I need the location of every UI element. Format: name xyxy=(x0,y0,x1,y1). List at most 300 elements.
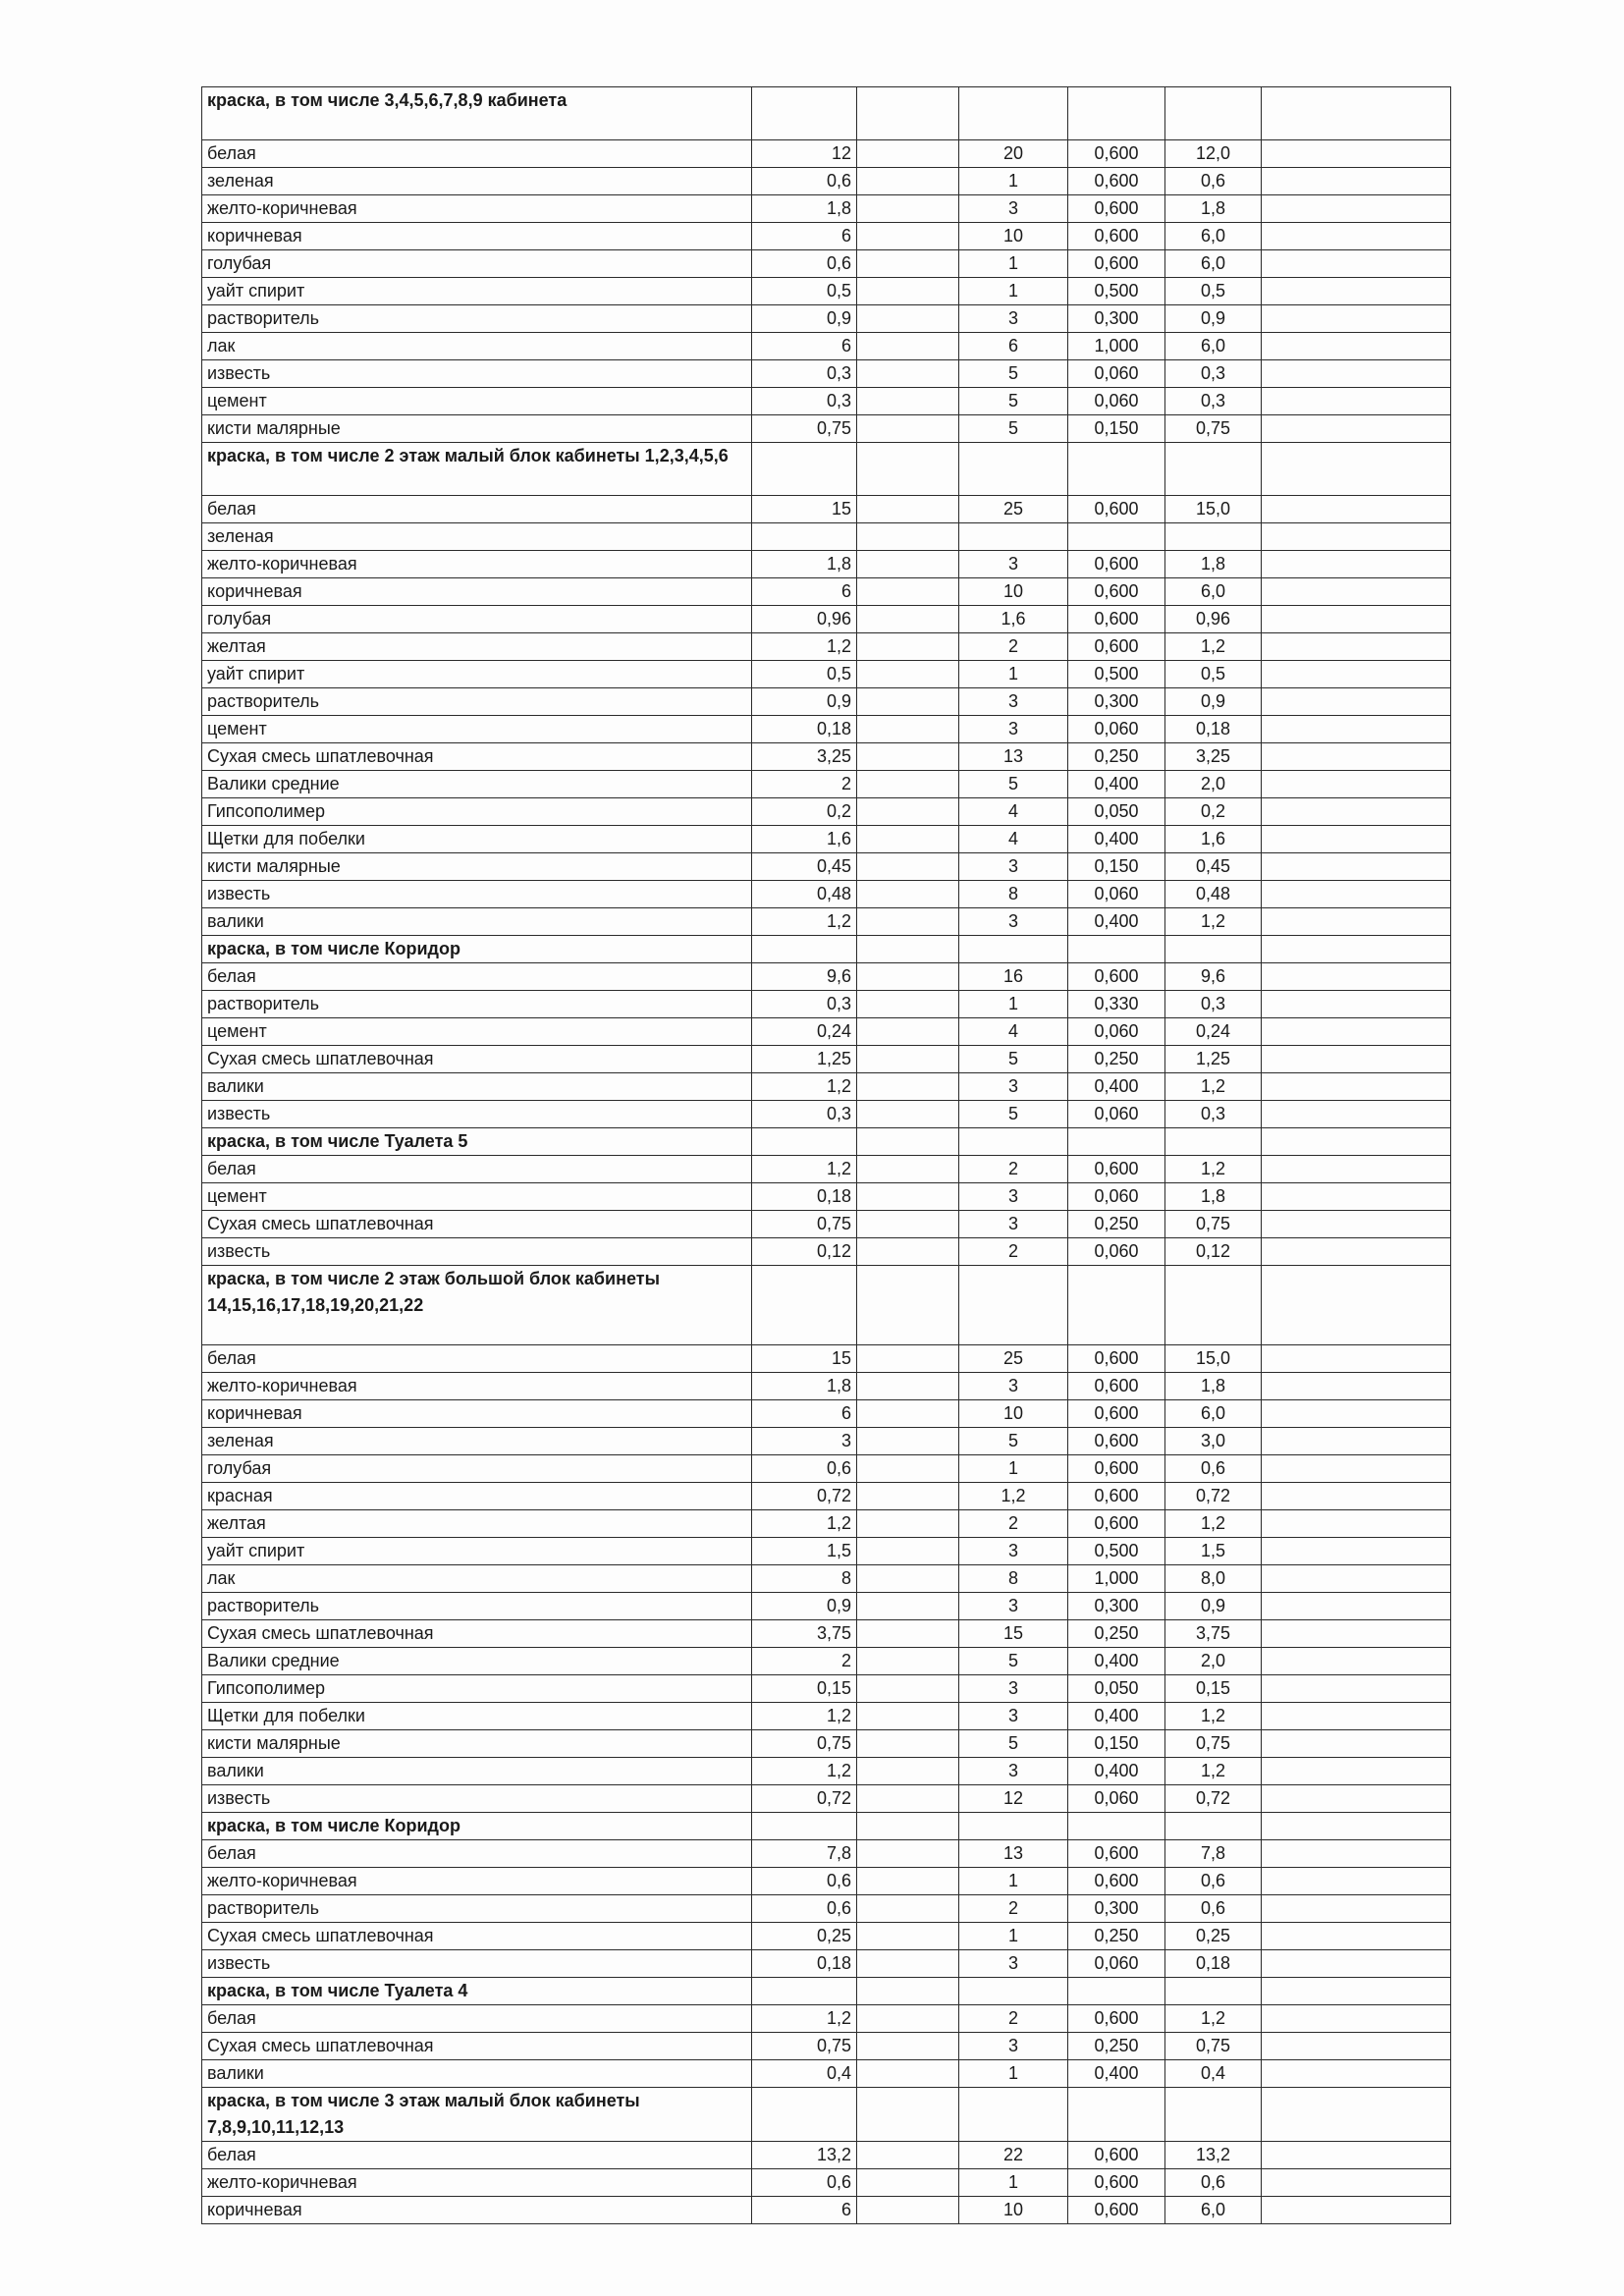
quantity-cell: 0,75 xyxy=(752,2033,857,2060)
quantity-cell: 1,2 xyxy=(752,1758,857,1785)
empty-cell xyxy=(857,1813,959,1840)
unit-value-cell: 0,400 xyxy=(1068,1703,1165,1730)
empty-cell xyxy=(1262,140,1451,168)
unit-value-cell: 0,600 xyxy=(1068,963,1165,991)
unit-value-cell xyxy=(1068,2088,1165,2142)
unit-value-cell: 0,050 xyxy=(1068,798,1165,826)
unit-value-cell: 0,600 xyxy=(1068,2142,1165,2169)
empty-cell xyxy=(1262,250,1451,278)
empty-cell xyxy=(1262,1156,1451,1183)
unit-value-cell: 0,600 xyxy=(1068,223,1165,250)
unit-value-cell xyxy=(1068,1266,1165,1345)
count-cell: 1 xyxy=(959,991,1068,1018)
table-row xyxy=(202,523,1451,551)
unit-value-cell: 0,600 xyxy=(1068,1840,1165,1868)
quantity-cell: 12 xyxy=(752,140,857,168)
table-row xyxy=(202,223,1451,250)
empty-cell xyxy=(1262,1400,1451,1428)
quantity-cell xyxy=(752,87,857,140)
quantity-cell: 0,96 xyxy=(752,606,857,633)
item-name-cell: известь xyxy=(202,1785,752,1813)
total-cell: 0,6 xyxy=(1165,1895,1262,1923)
table-row xyxy=(202,908,1451,936)
quantity-cell: 0,4 xyxy=(752,2060,857,2088)
quantity-cell: 1,2 xyxy=(752,1703,857,1730)
empty-cell xyxy=(857,1730,959,1758)
empty-cell xyxy=(1262,881,1451,908)
item-name-cell: уайт спирит xyxy=(202,1538,752,1565)
unit-value-cell: 0,600 xyxy=(1068,1455,1165,1483)
unit-value-cell: 0,600 xyxy=(1068,1373,1165,1400)
table-row xyxy=(202,1183,1451,1211)
unit-value-cell: 0,150 xyxy=(1068,853,1165,881)
empty-cell xyxy=(1262,1483,1451,1510)
total-cell: 1,2 xyxy=(1165,1510,1262,1538)
quantity-cell: 0,25 xyxy=(752,1923,857,1950)
section-header-row xyxy=(202,2088,1451,2142)
quantity-cell: 1,25 xyxy=(752,1046,857,1073)
table-row xyxy=(202,333,1451,360)
quantity-cell xyxy=(752,1813,857,1840)
item-name-cell: красная xyxy=(202,1483,752,1510)
empty-cell xyxy=(1262,1785,1451,1813)
total-cell: 0,48 xyxy=(1165,881,1262,908)
empty-cell xyxy=(1262,2088,1451,2142)
empty-cell xyxy=(857,250,959,278)
count-cell: 3 xyxy=(959,688,1068,716)
table-row xyxy=(202,250,1451,278)
empty-cell xyxy=(1262,443,1451,496)
empty-cell xyxy=(1262,1923,1451,1950)
item-name-cell: известь xyxy=(202,1950,752,1978)
unit-value-cell: 0,300 xyxy=(1068,1593,1165,1620)
quantity-cell: 0,72 xyxy=(752,1483,857,1510)
unit-value-cell: 1,000 xyxy=(1068,333,1165,360)
empty-cell xyxy=(857,908,959,936)
total-cell: 2,0 xyxy=(1165,771,1262,798)
unit-value-cell: 0,600 xyxy=(1068,1483,1165,1510)
empty-cell xyxy=(857,1483,959,1510)
quantity-cell: 6 xyxy=(752,578,857,606)
unit-value-cell: 0,500 xyxy=(1068,661,1165,688)
item-name-cell: известь xyxy=(202,1101,752,1128)
unit-value-cell: 1,000 xyxy=(1068,1565,1165,1593)
total-cell: 15,0 xyxy=(1165,496,1262,523)
table-row xyxy=(202,496,1451,523)
item-name-cell: Гипсополимер xyxy=(202,798,752,826)
unit-value-cell xyxy=(1068,87,1165,140)
count-cell: 3 xyxy=(959,1703,1068,1730)
total-cell: 0,75 xyxy=(1165,1211,1262,1238)
total-cell: 0,3 xyxy=(1165,1101,1262,1128)
table-row xyxy=(202,688,1451,716)
total-cell: 12,0 xyxy=(1165,140,1262,168)
empty-cell xyxy=(1262,1675,1451,1703)
unit-value-cell: 0,600 xyxy=(1068,1156,1165,1183)
empty-cell xyxy=(1262,1455,1451,1483)
table-row xyxy=(202,963,1451,991)
item-name-cell: краска, в том числе Коридор xyxy=(202,1813,752,1840)
quantity-cell: 1,2 xyxy=(752,1073,857,1101)
empty-cell xyxy=(857,496,959,523)
total-cell: 6,0 xyxy=(1165,250,1262,278)
item-name-cell: желто-коричневая xyxy=(202,1868,752,1895)
item-name-cell: растворитель xyxy=(202,305,752,333)
empty-cell xyxy=(1262,2142,1451,2169)
item-name-cell: коричневая xyxy=(202,578,752,606)
section-header-row xyxy=(202,1813,1451,1840)
item-name-cell: валики xyxy=(202,1073,752,1101)
empty-cell xyxy=(1262,578,1451,606)
table-row xyxy=(202,1593,1451,1620)
total-cell: 0,9 xyxy=(1165,305,1262,333)
item-name-cell: Гипсополимер xyxy=(202,1675,752,1703)
table-row xyxy=(202,1923,1451,1950)
section-header-row xyxy=(202,1978,1451,2005)
count-cell: 1 xyxy=(959,1868,1068,1895)
item-name-cell: зеленая xyxy=(202,523,752,551)
item-name-cell: Валики средние xyxy=(202,1648,752,1675)
materials-table-body xyxy=(202,87,1451,2224)
count-cell: 1 xyxy=(959,250,1068,278)
unit-value-cell: 0,400 xyxy=(1068,1073,1165,1101)
total-cell xyxy=(1165,2088,1262,2142)
count-cell: 5 xyxy=(959,388,1068,415)
quantity-cell: 0,18 xyxy=(752,1183,857,1211)
quantity-cell: 0,3 xyxy=(752,388,857,415)
count-cell: 12 xyxy=(959,1785,1068,1813)
empty-cell xyxy=(857,2142,959,2169)
total-cell: 0,5 xyxy=(1165,278,1262,305)
item-name-cell: белая xyxy=(202,1345,752,1373)
total-cell: 0,72 xyxy=(1165,1483,1262,1510)
total-cell: 0,75 xyxy=(1165,415,1262,443)
quantity-cell: 3 xyxy=(752,1428,857,1455)
empty-cell xyxy=(1262,1211,1451,1238)
empty-cell xyxy=(1262,1373,1451,1400)
total-cell: 0,4 xyxy=(1165,2060,1262,2088)
count-cell xyxy=(959,1128,1068,1156)
section-header-row xyxy=(202,443,1451,496)
count-cell: 1,2 xyxy=(959,1483,1068,1510)
total-cell: 1,6 xyxy=(1165,826,1262,853)
count-cell xyxy=(959,2088,1068,2142)
total-cell: 3,75 xyxy=(1165,1620,1262,1648)
empty-cell xyxy=(857,1156,959,1183)
total-cell: 0,3 xyxy=(1165,360,1262,388)
unit-value-cell: 0,400 xyxy=(1068,826,1165,853)
item-name-cell: коричневая xyxy=(202,2197,752,2224)
quantity-cell: 0,6 xyxy=(752,168,857,195)
quantity-cell: 0,9 xyxy=(752,305,857,333)
total-cell: 0,15 xyxy=(1165,1675,1262,1703)
unit-value-cell xyxy=(1068,936,1165,963)
empty-cell xyxy=(857,2169,959,2197)
table-row xyxy=(202,578,1451,606)
unit-value-cell: 0,600 xyxy=(1068,2197,1165,2224)
table-row xyxy=(202,1703,1451,1730)
unit-value-cell xyxy=(1068,1128,1165,1156)
quantity-cell: 1,2 xyxy=(752,1156,857,1183)
empty-cell xyxy=(1262,1565,1451,1593)
unit-value-cell: 0,400 xyxy=(1068,908,1165,936)
total-cell: 3,0 xyxy=(1165,1428,1262,1455)
unit-value-cell: 0,300 xyxy=(1068,305,1165,333)
item-name-cell: белая xyxy=(202,2005,752,2033)
count-cell: 3 xyxy=(959,551,1068,578)
count-cell: 3 xyxy=(959,305,1068,333)
empty-cell xyxy=(857,305,959,333)
count-cell xyxy=(959,1266,1068,1345)
empty-cell xyxy=(1262,798,1451,826)
unit-value-cell: 0,600 xyxy=(1068,2005,1165,2033)
item-name-cell: краска, в том числе 3 этаж малый блок кабинеты 7,8,9,10,11,12,13 xyxy=(202,2088,752,2142)
empty-cell xyxy=(857,1538,959,1565)
total-cell: 0,3 xyxy=(1165,991,1262,1018)
unit-value-cell: 0,050 xyxy=(1068,1675,1165,1703)
table-row xyxy=(202,1538,1451,1565)
table-row xyxy=(202,1455,1451,1483)
total-cell: 1,2 xyxy=(1165,633,1262,661)
item-name-cell: Щетки для побелки xyxy=(202,826,752,853)
empty-cell xyxy=(857,1703,959,1730)
empty-cell xyxy=(1262,688,1451,716)
empty-cell xyxy=(1262,223,1451,250)
empty-cell xyxy=(1262,908,1451,936)
quantity-cell: 1,2 xyxy=(752,1510,857,1538)
empty-cell xyxy=(1262,305,1451,333)
table-row xyxy=(202,195,1451,223)
item-name-cell: краска, в том числе Туалета 5 xyxy=(202,1128,752,1156)
unit-value-cell: 0,600 xyxy=(1068,1428,1165,1455)
item-name-cell: желто-коричневая xyxy=(202,2169,752,2197)
empty-cell xyxy=(1262,1428,1451,1455)
count-cell: 5 xyxy=(959,771,1068,798)
unit-value-cell: 0,400 xyxy=(1068,1758,1165,1785)
item-name-cell: голубая xyxy=(202,1455,752,1483)
empty-cell xyxy=(857,1758,959,1785)
table-row xyxy=(202,716,1451,743)
item-name-cell: растворитель xyxy=(202,1895,752,1923)
quantity-cell: 0,3 xyxy=(752,1101,857,1128)
count-cell xyxy=(959,443,1068,496)
count-cell: 22 xyxy=(959,2142,1068,2169)
total-cell: 1,5 xyxy=(1165,1538,1262,1565)
count-cell: 2 xyxy=(959,1156,1068,1183)
total-cell: 1,2 xyxy=(1165,1156,1262,1183)
quantity-cell: 1,8 xyxy=(752,551,857,578)
empty-cell xyxy=(857,1565,959,1593)
section-header-row xyxy=(202,1128,1451,1156)
count-cell: 25 xyxy=(959,496,1068,523)
empty-cell xyxy=(857,881,959,908)
empty-cell xyxy=(857,523,959,551)
quantity-cell: 0,5 xyxy=(752,661,857,688)
quantity-cell: 15 xyxy=(752,496,857,523)
quantity-cell: 0,2 xyxy=(752,798,857,826)
unit-value-cell: 0,400 xyxy=(1068,2060,1165,2088)
item-name-cell: белая xyxy=(202,140,752,168)
empty-cell xyxy=(1262,633,1451,661)
count-cell: 13 xyxy=(959,1840,1068,1868)
total-cell: 0,25 xyxy=(1165,1923,1262,1950)
count-cell: 1 xyxy=(959,2169,1068,2197)
quantity-cell: 1,2 xyxy=(752,908,857,936)
unit-value-cell: 0,400 xyxy=(1068,771,1165,798)
item-name-cell: уайт спирит xyxy=(202,661,752,688)
count-cell: 1 xyxy=(959,1455,1068,1483)
count-cell: 10 xyxy=(959,223,1068,250)
empty-cell xyxy=(1262,195,1451,223)
table-row xyxy=(202,2033,1451,2060)
table-row xyxy=(202,168,1451,195)
item-name-cell: белая xyxy=(202,1840,752,1868)
empty-cell xyxy=(1262,743,1451,771)
item-name-cell: Сухая смесь шпатлевочная xyxy=(202,1923,752,1950)
quantity-cell: 0,5 xyxy=(752,278,857,305)
total-cell xyxy=(1165,1978,1262,2005)
total-cell: 0,75 xyxy=(1165,1730,1262,1758)
empty-cell xyxy=(1262,1978,1451,2005)
unit-value-cell: 0,300 xyxy=(1068,688,1165,716)
unit-value-cell: 0,060 xyxy=(1068,1950,1165,1978)
item-name-cell: желтая xyxy=(202,1510,752,1538)
quantity-cell: 0,75 xyxy=(752,1211,857,1238)
count-cell xyxy=(959,87,1068,140)
total-cell: 8,0 xyxy=(1165,1565,1262,1593)
total-cell: 9,6 xyxy=(1165,963,1262,991)
unit-value-cell: 0,300 xyxy=(1068,1895,1165,1923)
empty-cell xyxy=(1262,606,1451,633)
unit-value-cell: 0,600 xyxy=(1068,2169,1165,2197)
empty-cell xyxy=(1262,1950,1451,1978)
item-name-cell: кисти малярные xyxy=(202,1730,752,1758)
table-row xyxy=(202,2169,1451,2197)
empty-cell xyxy=(1262,1868,1451,1895)
empty-cell xyxy=(857,771,959,798)
empty-cell xyxy=(1262,1510,1451,1538)
unit-value-cell: 0,600 xyxy=(1068,1345,1165,1373)
count-cell: 5 xyxy=(959,415,1068,443)
table-row xyxy=(202,881,1451,908)
count-cell: 6 xyxy=(959,333,1068,360)
count-cell: 3 xyxy=(959,716,1068,743)
empty-cell xyxy=(857,1128,959,1156)
empty-cell xyxy=(857,963,959,991)
item-name-cell: кисти малярные xyxy=(202,853,752,881)
item-name-cell: валики xyxy=(202,908,752,936)
empty-cell xyxy=(857,140,959,168)
empty-cell xyxy=(1262,333,1451,360)
unit-value-cell: 0,060 xyxy=(1068,716,1165,743)
count-cell: 1 xyxy=(959,2060,1068,2088)
empty-cell xyxy=(1262,716,1451,743)
empty-cell xyxy=(857,2060,959,2088)
table-row xyxy=(202,1565,1451,1593)
count-cell: 2 xyxy=(959,2005,1068,2033)
empty-cell xyxy=(857,1345,959,1373)
quantity-cell: 0,3 xyxy=(752,991,857,1018)
total-cell: 1,2 xyxy=(1165,2005,1262,2033)
empty-cell xyxy=(1262,87,1451,140)
count-cell: 3 xyxy=(959,195,1068,223)
item-name-cell: Щетки для побелки xyxy=(202,1703,752,1730)
quantity-cell: 9,6 xyxy=(752,963,857,991)
item-name-cell: уайт спирит xyxy=(202,278,752,305)
quantity-cell: 0,75 xyxy=(752,415,857,443)
item-name-cell: валики xyxy=(202,2060,752,2088)
quantity-cell xyxy=(752,443,857,496)
empty-cell xyxy=(1262,278,1451,305)
quantity-cell: 0,48 xyxy=(752,881,857,908)
quantity-cell: 0,15 xyxy=(752,1675,857,1703)
empty-cell xyxy=(1262,1593,1451,1620)
table-row xyxy=(202,633,1451,661)
empty-cell xyxy=(857,1018,959,1046)
empty-cell xyxy=(857,1373,959,1400)
empty-cell xyxy=(857,1895,959,1923)
unit-value-cell: 0,500 xyxy=(1068,278,1165,305)
total-cell: 0,45 xyxy=(1165,853,1262,881)
count-cell: 13 xyxy=(959,743,1068,771)
quantity-cell: 1,8 xyxy=(752,195,857,223)
count-cell: 5 xyxy=(959,1046,1068,1073)
count-cell: 1 xyxy=(959,661,1068,688)
quantity-cell: 0,6 xyxy=(752,1455,857,1483)
unit-value-cell: 0,330 xyxy=(1068,991,1165,1018)
empty-cell xyxy=(1262,661,1451,688)
quantity-cell xyxy=(752,936,857,963)
quantity-cell: 0,72 xyxy=(752,1785,857,1813)
table-row xyxy=(202,1510,1451,1538)
total-cell: 0,6 xyxy=(1165,1455,1262,1483)
quantity-cell: 0,6 xyxy=(752,250,857,278)
table-row xyxy=(202,1428,1451,1455)
empty-cell xyxy=(1262,496,1451,523)
unit-value-cell: 0,600 xyxy=(1068,606,1165,633)
count-cell: 3 xyxy=(959,908,1068,936)
empty-cell xyxy=(857,2005,959,2033)
empty-cell xyxy=(1262,1018,1451,1046)
count-cell xyxy=(959,1978,1068,2005)
item-name-cell: краска, в том числе 2 этаж большой блок кабинеты 14,15,16,17,18,19,20,21,22 xyxy=(202,1266,752,1345)
total-cell: 0,6 xyxy=(1165,168,1262,195)
table-row xyxy=(202,1675,1451,1703)
empty-cell xyxy=(1262,1073,1451,1101)
empty-cell xyxy=(857,87,959,140)
count-cell: 3 xyxy=(959,1538,1068,1565)
count-cell: 15 xyxy=(959,1620,1068,1648)
item-name-cell: желто-коричневая xyxy=(202,1373,752,1400)
empty-cell xyxy=(1262,415,1451,443)
table-row xyxy=(202,991,1451,1018)
empty-cell xyxy=(1262,1758,1451,1785)
item-name-cell: кисти малярные xyxy=(202,415,752,443)
total-cell: 0,12 xyxy=(1165,1238,1262,1266)
unit-value-cell: 0,060 xyxy=(1068,388,1165,415)
empty-cell xyxy=(857,991,959,1018)
table-row xyxy=(202,1758,1451,1785)
empty-cell xyxy=(857,1073,959,1101)
empty-cell xyxy=(857,1428,959,1455)
unit-value-cell: 0,250 xyxy=(1068,2033,1165,2060)
unit-value-cell: 0,060 xyxy=(1068,1183,1165,1211)
count-cell xyxy=(959,1813,1068,1840)
table-row xyxy=(202,388,1451,415)
total-cell: 0,24 xyxy=(1165,1018,1262,1046)
unit-value-cell xyxy=(1068,523,1165,551)
table-row xyxy=(202,826,1451,853)
